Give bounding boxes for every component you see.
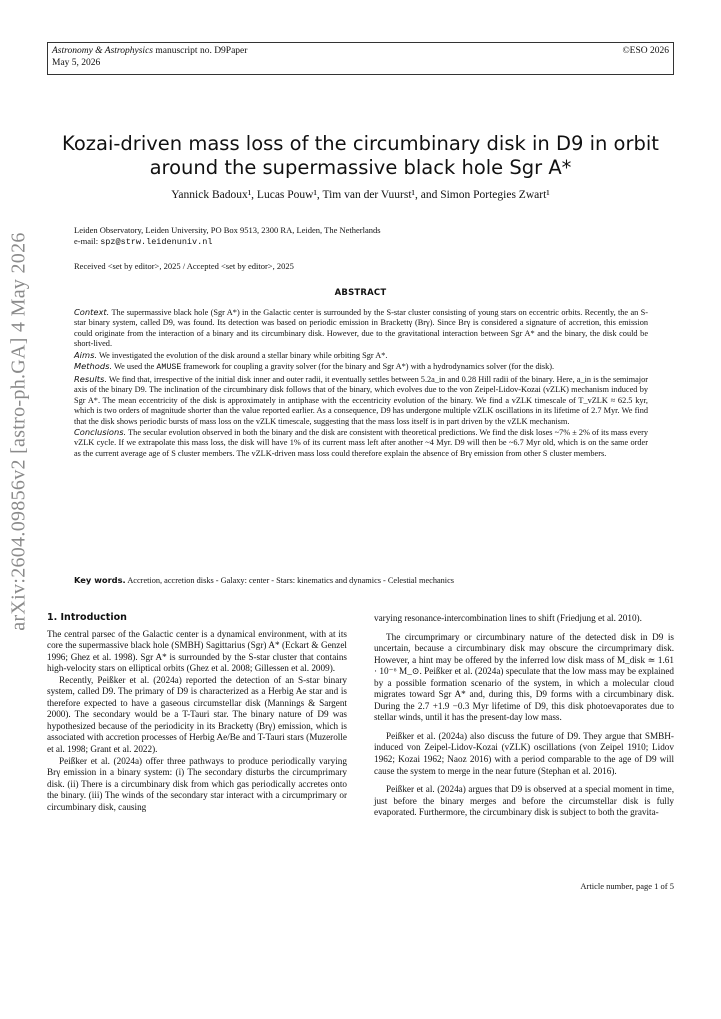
journal-name: Astronomy & Astrophysics xyxy=(52,46,153,56)
received-line: Received <set by editor>, 2025 / Accepted <set by editor>, 2025 xyxy=(74,261,294,271)
context-text: The supermassive black hole (Sgr A*) in the Galactic center is surrounded by the S-star cluster consisting of young stars on eccentric orbits. Recently, the an S-star binary system, called D9, was found. Its detection was based on periodic emission in Brackettγ (Brγ). Since Brγ is considered a signature of accretion, this emission could originate from the interaction of a binary and its circumbinary disk. However, due to the gravitational interaction between Sgr A* and the binary, the disk could be short-lived. xyxy=(74,308,648,349)
email-label: e-mail: xyxy=(74,236,101,246)
keywords-line xyxy=(74,575,648,585)
paper-title xyxy=(40,132,681,180)
methods-text-pre: We used the xyxy=(112,362,157,372)
keywords-label: Key words. xyxy=(74,575,126,585)
email-address[interactable]: spz@strw.leidenuniv.nl xyxy=(100,237,213,247)
journal-line xyxy=(52,45,247,69)
right-paragraph-3: Peißker et al. (2024a) also discuss the future of D9. They argue that SMBH-induced von Zeipel-Lidov-Kozai (vZLK) oscillations (von Zeipel 1910; Lidov 1962; Kozai 1962; Naoz 2016) with a period comparable to the age of D9 will cause the system to merge in the near future (Stephan et al. 2016). xyxy=(374,730,674,776)
conclusions-text: The secular evolution observed in both the binary and the disk are consistent with theoretical predictions. We find the disk loses ~7% ± 2% of its mass every vZLK cycle. If we extrapolate this mass loss, the disk will have 1% of its current mass left after another ~4 Myr. D9 will then be ~6.7 Myr old, which is on the same order as the current average age of S cluster members. The vZLK-driven mass loss could therefore explain the absence of Brγ emission from other S cluster members. xyxy=(74,427,648,458)
abstract-aims xyxy=(74,350,648,361)
methods-code: AMUSE xyxy=(156,363,182,373)
aims-label: Aims. xyxy=(74,349,98,360)
keywords-text: Accretion, accretion disks - Galaxy: center - Stars: kinematics and dynamics - Celestial mechanics xyxy=(125,576,455,585)
intro-paragraph-1: The central parsec of the Galactic center is a dynamical environment, with at its core the supermassive black hole (SMBH) Sagittarius (Sgr) A* (Eckart & Genzel 1996; Ghez et al. 1998). Sgr A* is surrounded by the S-star cluster that contains high-velocity stars on elliptical orbits (Ghez et al. 2008; Gillessen et al. 2009). xyxy=(47,628,347,674)
manuscript-label: manuscript no. D9Paper xyxy=(152,46,248,56)
results-text: We find that, irrespective of the initial disk inner and outer radii, it eventually settles between 5.2a_in and 0.28 Hill radii of the binary. Here, a_in is the semimajor axis of the binary D9. The inclination of the circumbinary disk follows that of the binary, which evolves due to the von Zeipel-Lidov-Kozai (vZLK) mechanism induced by Sgr A*. The mean eccentricity of the disk is approximately in antiphase with the eccentricity evolution of the binary. We find a vZLK timescale of T_vZLK ≈ 62.5 kyr, which is two orders of magnitude shorter than the value reported earlier. As a consequence, D9 has undergone multiple vZLK oscillations in its lifetime of 2.7 Myr. We find that the disk shows periodic bursts of mass loss on the vZLK timescale, suggesting that the mass loss itself is in part driven by the vZLK mechanism. xyxy=(74,374,648,426)
arxiv-stamp[interactable]: arXiv:2604.09856v2 [astro-ph.GA] 4 May 2026 xyxy=(7,232,30,631)
aims-text: We investigated the evolution of the disk around a stellar binary while orbiting Sgr A*. xyxy=(97,350,388,360)
title-line-2: around the supermassive black hole Sgr A* xyxy=(149,156,572,179)
right-column xyxy=(374,613,674,819)
abstract-methods xyxy=(74,361,648,373)
abstract-results xyxy=(74,374,648,427)
right-paragraph-2: The circumprimary or circumbinary nature of the detected disk in D9 is uncertain, because a circumbinary disk may obscure the circumprimary disk. However, a hint may be offered by the inferred low disk mass of M_disk ≃ 1.61 · 10⁻⁶ M_⊙. Peißker et al. (2024a) speculate that the low mass may be explained by a possible formation scenario of the system, in which a molecular cloud migrates toward Sgr A* and, during this, D9 forms with a circumbinary disk. During the 2.7 +1.9 −0.3 Myr lifetime of D9, this disk photoevaporates due to stellar winds, until it has the present-day low mass. xyxy=(374,631,674,723)
methods-label: Methods. xyxy=(74,361,113,372)
right-paragraph-4: Peißker et al. (2024a) argues that D9 is observed at a special moment in time, just before the binary merges and before the circumstellar disk is fully evaporated. Furthermore, the circumbinary disk is subject to both the gravita- xyxy=(374,784,674,818)
right-paragraph-1: varying resonance-intercombination lines to shift (Friedjung et al. 2010). xyxy=(374,613,642,623)
section-heading: 1. Introduction xyxy=(47,612,127,623)
copyright: ©ESO 2026 xyxy=(622,46,669,56)
context-label: Context. xyxy=(74,307,110,317)
results-label: Results. xyxy=(74,373,107,384)
affiliation: Leiden Observatory, Leiden University, PO Box 9513, 2300 RA, Leiden, The Netherlands xyxy=(74,225,381,235)
abstract-heading: ABSTRACT xyxy=(334,288,387,298)
methods-text-post: framework for coupling a gravity solver (for the binary and Sgr A*) with a hydrodynamics solver (for the disk). xyxy=(181,362,555,372)
intro-paragraph-2: Recently, Peißker et al. (2024a) reported the detection of an S-star binary system, called D9. The primary of D9 is characterized as a Herbig Ae star and is therefore expected to have a gaseous circumstellar disk (Mannings & Sargent 2000). The secondary would be a T-Tauri star. The binary nature of D9 was hypothesized because of the periodicity in its Brackettγ (Brγ) emission, which is associated with accretion processes of Herbig Ae/Be and T-Tauri stars (Muzerolle et al. 1998; Grant et al. 2022). xyxy=(47,674,347,755)
email-line xyxy=(74,236,212,247)
abstract-body xyxy=(74,307,648,459)
intro-paragraph-3: Peißker et al. (2024a) offer three pathways to produce periodically varying Brγ emission in a binary system: (i) The secondary disturbs the circumprimary disk. (ii) There is a circumbinary disk from which gas periodically accretes onto the binary. (iii) The winds of the secondary star interact with a circumprimary or circumbinary disk, causing xyxy=(47,755,347,812)
page-footer: Article number, page 1 of 5 xyxy=(580,881,674,891)
author-list: Yannick Badoux¹, Lucas Pouw¹, Tim van der Vuurst¹, and Simon Portegies Zwart¹ xyxy=(171,189,550,201)
left-column xyxy=(47,612,347,813)
running-header xyxy=(47,42,674,75)
title-line-1: Kozai-driven mass loss of the circumbinary disk in D9 in orbit xyxy=(62,132,659,155)
conclusions-label: Conclusions. xyxy=(74,426,127,437)
abstract-context xyxy=(74,307,648,350)
header-date: May 5, 2026 xyxy=(52,58,101,68)
abstract-conclusions xyxy=(74,427,648,459)
